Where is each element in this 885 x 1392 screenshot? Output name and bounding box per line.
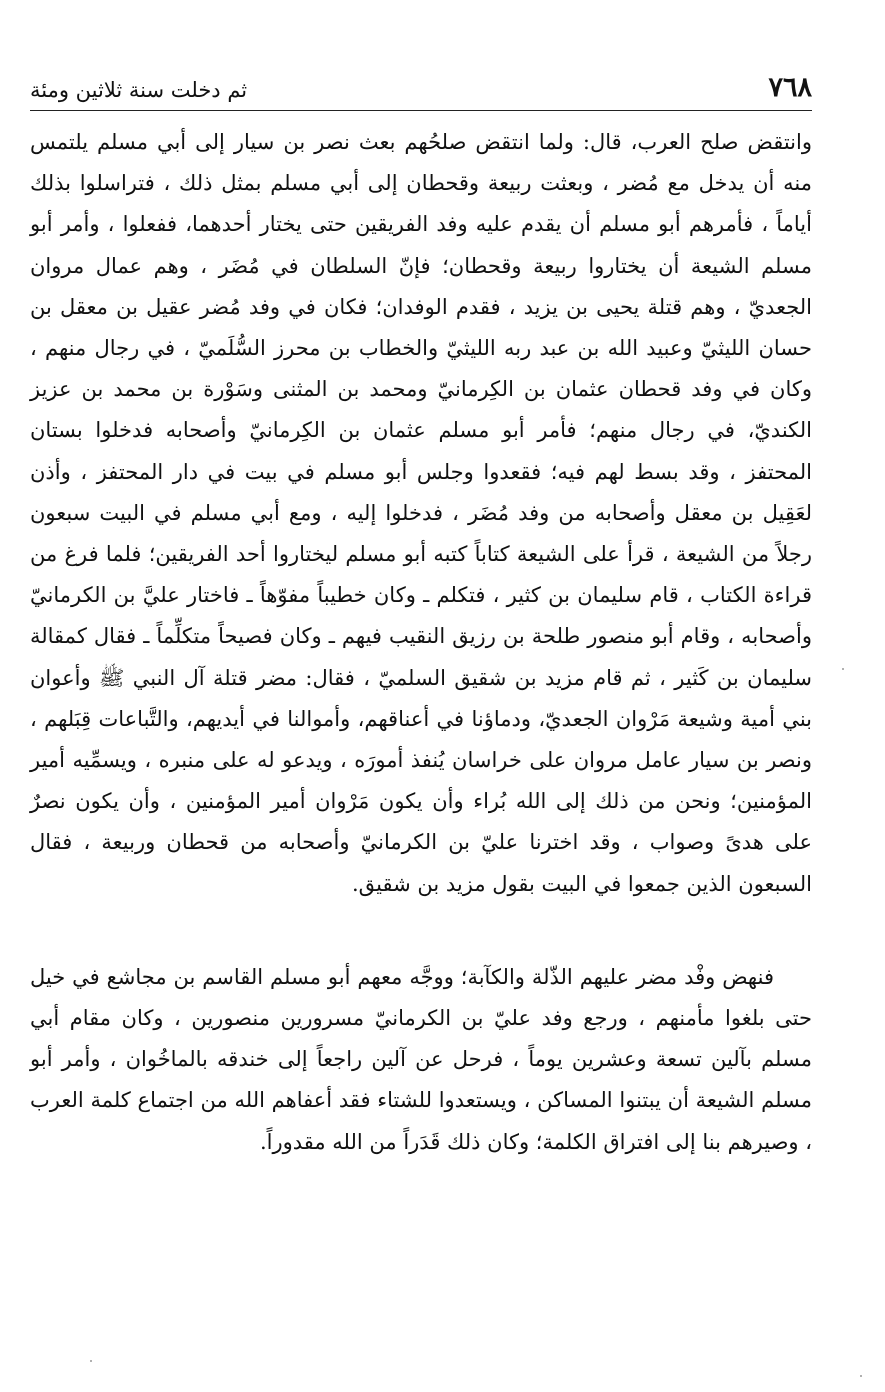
scan-speck bbox=[842, 668, 844, 670]
paragraph-1: وانتقض صلح العرب، قال: ولما انتقض صلحُهم بعث نصر بن سيار إلى أبي مسلم يلتمس منه أن يدخل مع مُضر ، وبعثت ربيعة وقحطان إلى أبي مسلم بمثل ذلك ، فتراسلوا بذلك أياماً ، فأمرهم أبو مسلم أن يقدم عليه وفد الفريقين حتى يختار أحدهما، ففعلوا ، وأمر أبو مسلم الشيعة أن يختاروا ربيعة وقحطان؛ فإنّ السلطان في مُضَر ، وهم عمال مروان الجعديّ ، وهم قتلة يحيى بن يزيد ، فقدم الوفدان؛ فكان في وفد مُضر عقيل بن معقل بن حسان الليثيّ وعبيد الله بن عبد ربه الليثيّ والخطاب بن محرز السُّلَميّ ، في رجال منهم ، وكان في وفد قحطان عثمان بن الكِرمانيّ ومحمد بن المثنى وسَوْرة بن محمد بن عزيز الكنديّ، في رجال منهم؛ فأمر أبو مسلم عثمان بن الكِرمانيّ وأصحابه فدخلوا بستان المحتفز ، وقد بسط لهم فيه؛ فقعدوا وجلس أبو مسلم في بيت في دار المحتفز ، وأذن لعَقِيل بن معقل وأصحابه من وفد مُضَر ، فدخلوا إليه ، ومع أبي مسلم في البيت سبعون رجلاً من الشيعة ، قرأ على الشيعة كتاباً كتبه أبو مسلم ليختاروا أحد الفريقين؛ فلما فرغ من قراءة الكتاب ، قام سليمان بن كثير ، فتكلم ـ وكان خطيباً مفوّهاً ـ فاختار عليَّ بن الكرمانيّ وأصحابه ، وقام أبو منصور طلحة بن رزيق النقيب فيهم ـ وكان فصيحاً متكلِّماً ـ فقال كمقالة سليمان بن كَثير ، ثم قام مزيد بن شقيق السلميّ ، فقال: مضر قتلة آل النبي ﷺ وأعوان بني أمية وشيعة مَرْوان الجعديّ، ودماؤنا في أعناقهم، وأموالنا في أيديهم، والتَّباعات قِبَلهم ، ونصر بن سيار عامل مروان على خراسان يُنفذ أمورَه ، ويدعو له على منبره ، ويسمِّيه أمير المؤمنين؛ ونحن من ذلك إلى الله بُراء وأن يكون مَرْوان أمير المؤمنين ، وأن يكون نصرٌ على هدىً وصواب ، وقد اخترنا عليّ بن الكرمانيّ وأصحابه من قحطان وربيعة ، فقال السبعون الذين جمعوا في البيت بقول مزيد بن شقيق. bbox=[30, 130, 812, 896]
page-number: ٧٦٨ bbox=[768, 72, 812, 103]
page-header bbox=[30, 70, 812, 111]
scan-speck bbox=[90, 1360, 92, 1362]
scan-speck bbox=[860, 1375, 862, 1377]
running-title: ثم دخلت سنة ثلاثين ومئة bbox=[30, 78, 248, 102]
paragraph-2: فنهض وفْد مضر عليهم الذّلة والكآبة؛ ووجَّه معهم أبو مسلم القاسم بن مجاشع في خيل حتى بلغوا مأمنهم ، ورجع وفد عليّ بن الكرمانيّ مسرورين منصورين ، وكان مقام أبي مسلم بآلين تسعة وعشرين يوماً ، فرحل عن آلين راجعاً إلى خندقه بالماخُوان ، وأمر أبو مسلم الشيعة أن يبتنوا المساكن ، ويستعدوا للشتاء فقد أعفاهم الله من اجتماع كلمة العرب ، وصيرهم بنا إلى افتراق الكلمة؛ وكان ذلك قَدَراً من الله مقدوراً. bbox=[30, 964, 812, 1154]
body-text bbox=[30, 122, 812, 1163]
